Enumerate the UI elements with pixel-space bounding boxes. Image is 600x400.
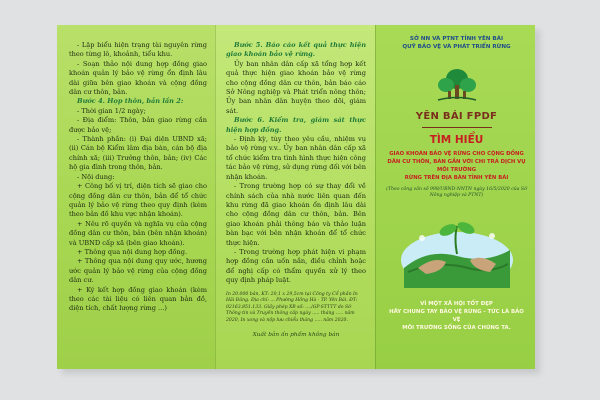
cover-subtitle	[386, 150, 527, 182]
text-line: - Lập biểu hiện trạng tài nguyên rừng theo từng lô, khoảnh, tiểu khu.	[69, 41, 207, 59]
text-line: + Công bố vị trí, diện tích sẽ giao cho cộng đồng dân cư thôn, bản để tổ chức quản lý bảo vệ rừng theo quy định (kèm theo bản đồ khu vực nhận khoán).	[69, 182, 207, 219]
text-line: + Ký kết hợp đồng giao khoán (kèm theo các tài liệu có liên quan bản đồ, diện tích, chất lượng rừng ...)	[69, 285, 207, 313]
text-line: + Nêu rõ quyền và nghĩa vụ của cộng đồng dân cư thôn, bản (bên nhận khoán) và UBND cấp xã (bên giao khoán).	[69, 219, 207, 247]
text-line: - Trong trường hợp có sự thay đổi về chính sách của nhà nước liên quan đến khu rừng đã giao khoán ổn định lâu dài cho cộng đồng dân cư thôn, bản. Bên giao khoán phải thông báo và thảo luận bàn bạc với bên nhận khoán để tổ chức thực hiện.	[226, 182, 366, 247]
slogan-line: HÃY CHUNG TAY BẢO VỆ RỪNG - TỨC LÀ BẢO VỆ	[389, 308, 524, 323]
panel-middle-text	[226, 41, 366, 286]
text-line: - Nội dung:	[77, 172, 115, 181]
text-line: - Soạn thảo nội dung hợp đồng giao khoán quản lý bảo vệ rừng ổn định lâu dài giữa bên giao khoán và cộng đồng dân cư thôn, bản.	[69, 59, 207, 97]
divider-line	[422, 127, 492, 128]
step-6-heading: Bước 6. Kiểm tra, giám sát thực hiện hợp đồng.	[226, 116, 366, 134]
globe-sprout-icon	[398, 208, 516, 290]
panel-left	[57, 25, 215, 369]
text-line: - Địa điểm: Thôn, bản giao rừng cần được bảo vệ;	[69, 116, 207, 134]
brand-name: YÊN BÁI FPDF	[415, 111, 498, 122]
subtitle-line: RỪNG TRÊN ĐỊA BÀN TỈNH YÊN BÁI	[404, 175, 509, 181]
text-line: + Thông qua nội dung quy ước, hương ước quản lý bảo vệ rừng của cộng đồng dân cư.	[69, 257, 207, 285]
tree-logo-icon	[434, 65, 480, 105]
agency-line-2: QUỸ BẢO VỆ VÀ PHÁT TRIỂN RỪNG	[402, 44, 511, 50]
text-line: - Thời gian 1/2 ngày;	[77, 106, 146, 115]
slogan-line: MÔI TRƯỜNG SỐNG CỦA CHÚNG TA.	[402, 324, 511, 331]
not-for-sale-note: Xuất bản ấn phẩm không bán	[252, 331, 340, 338]
print-info: In 20.000 bản, KT: 20,1 x 29,5cm tại Công ty Cổ phần In Hải Đăng. Địa chỉ: ... Phường Hồng Hà - TP. Yên Bái. ĐT: 02163.851.133. Giấy phép XB số: ..../GP-STTTT do Sở Thông tin và Truyền thông cấp ngày ..... tháng ..... năm 2020, In xong và nộp lưu chiểu tháng ..... năm 2020.	[226, 291, 358, 323]
step-4-heading: Bước 4. Họp thôn, bản lần 2:	[77, 97, 184, 106]
slogan-line: VÌ MỘT XÃ HỘI TỐT ĐẸP	[420, 300, 493, 307]
panel-cover	[375, 25, 535, 369]
subtitle-line: GIAO KHOÁN BẢO VỆ RỪNG CHO CỘNG ĐỒNG	[389, 151, 524, 157]
step-5-heading: Bước 5. Báo cáo kết quả thực hiện giao khoán bảo vệ rừng.	[226, 41, 366, 59]
trifold-brochure	[57, 25, 535, 369]
cover-title: TÌM HIỂU	[429, 134, 484, 146]
agency-line-1: SỞ NN VÀ PTNT TỈNH YÊN BÁI	[409, 36, 504, 42]
panel-middle	[215, 25, 375, 369]
subtitle-line: DÂN CƯ THÔN, BẢN GẮN VỚI CHI TRẢ DỊCH VỤ MÔI TRƯỜNG	[387, 159, 526, 173]
text-line: - Thành phần: (i) Đại diện UBND xã; (ii) Cán bộ Kiểm lâm địa bàn, cán bộ địa chính xã; (iii) Trưởng thôn, bản; (iv) Các hộ gia đình trong thôn, bản.	[69, 135, 207, 172]
text-line: - Trong trường hợp phát hiện vi phạm hợp đồng cần uốn nắn, điều chỉnh hoặc để nghị cấp có thẩm quyền xử lý theo quy định pháp luật.	[226, 247, 366, 285]
text-line: - Định kỳ, tùy theo yêu cầu, nhiệm vụ bảo vệ rừng v.v.. Ủy ban nhân dân cấp xã tổ chức kiểm tra tình hình thực hiện công tác bảo vệ rừng, sử dụng rừng đối với bên nhận khoán.	[226, 135, 366, 181]
text-line: + Thông qua nội dung hợp đồng.	[77, 247, 188, 256]
cover-note: (Theo công văn số 998/UBND-NNTN ngày 16/5/2020 của Sở Nông nghiệp và PTNT)	[386, 187, 527, 199]
panel-left-text	[69, 41, 207, 314]
text-line: Ủy ban nhân dân cấp xã tổng hợp kết quả thực hiện giao khoán bảo vệ rừng cho cộng đồng dân cư thôn, bản báo cáo Sở Nông nghiệp và Phát triển nông thôn; Ủy ban nhân dân huyện theo dõi, giám sát.	[226, 59, 366, 115]
cover-slogan	[386, 300, 527, 332]
